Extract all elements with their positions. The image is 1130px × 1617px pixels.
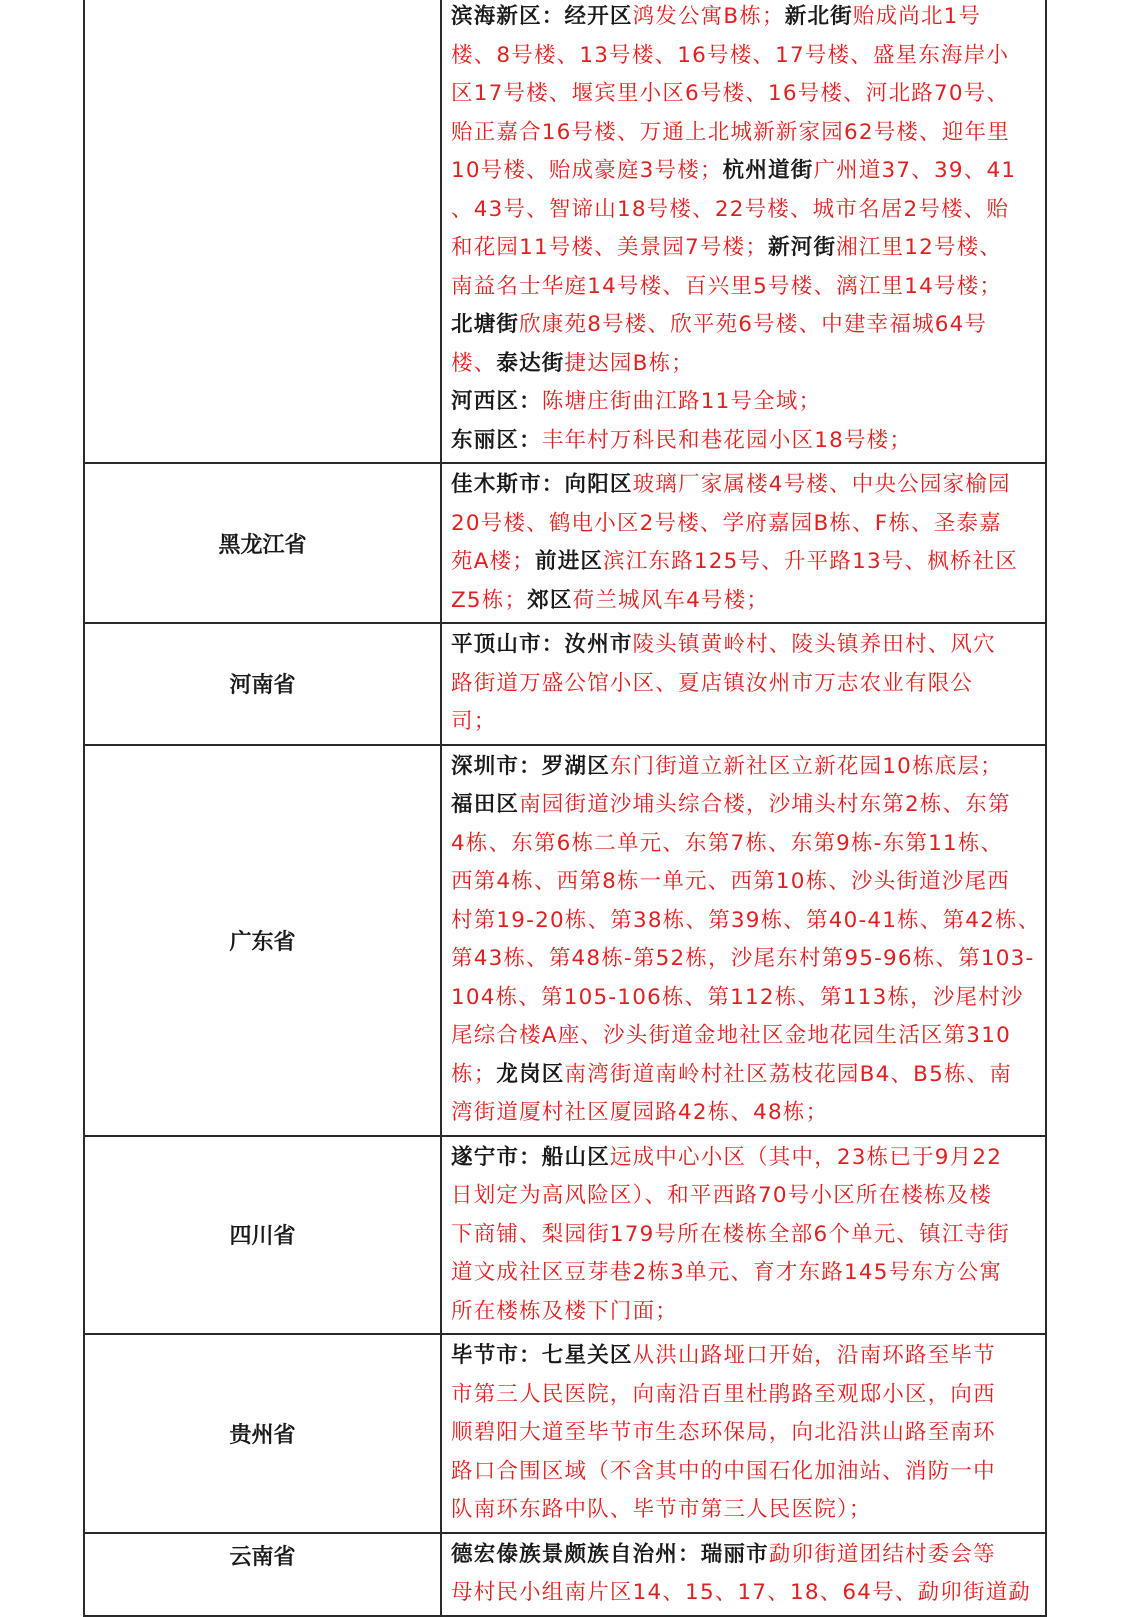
risk-area-text: 远成中心小区（其中，23栋已于9月22	[609, 1144, 1003, 1170]
district-label: 泰达街	[496, 350, 565, 376]
district-label: 遂宁市：船山区	[451, 1144, 610, 1170]
detail-line	[451, 1216, 1033, 1255]
table-row	[84, 1136, 1046, 1335]
detail-line	[451, 505, 1033, 544]
district-label: 深圳市：罗湖区	[451, 753, 610, 779]
detail-line	[451, 940, 1033, 979]
risk-area-text: 顺碧阳大道至毕节市生态环保局，向北沿洪山路至南环	[451, 1420, 996, 1445]
province-cell: 黑龙江省	[84, 463, 441, 623]
district-label: 杭州道街	[722, 158, 814, 183]
table-row	[84, 1334, 1046, 1533]
risk-area-text: 南园街道沙埔头综合楼，沙埔头村东第2栋、东第	[519, 792, 1011, 817]
risk-area-text: 路口合围区域（不含其中的中国石化加油站、消防一中	[451, 1458, 996, 1484]
risk-area-text: 贻成尚北1号	[852, 4, 982, 29]
detail-line	[451, 703, 1033, 742]
detail-line	[451, 75, 1033, 114]
table-row	[84, 0, 1046, 463]
risk-area-text: 从洪山路垭口开始，沿南环路至毕节	[632, 1343, 996, 1368]
risk-area-text: 20号楼、鹤电小区2号楼、学府嘉园B栋、F栋、圣泰嘉	[451, 510, 1002, 536]
risk-area-text: 楼、	[451, 350, 497, 376]
district-label: 福田区	[451, 792, 520, 817]
risk-area-text: 丰年村万科民和巷花园小区18号楼；	[541, 427, 913, 453]
risk-area-text: 西第4栋、西第8栋一单元、西第10栋、沙头街道沙尾西	[451, 869, 1010, 894]
detail-line	[451, 191, 1033, 230]
risk-area-text: 楼、8号楼、13号楼、16号楼、17号楼、盛星东海岸小	[451, 42, 1010, 68]
detail-line	[451, 114, 1033, 153]
detail-line	[451, 1017, 1033, 1056]
table-row	[84, 463, 1046, 623]
risk-area-text: 南湾街道南岭村社区荔枝花园B4、B5栋、南	[564, 1061, 1013, 1087]
risk-area-text: 路街道万盛公馆小区、夏店镇汝州市万志农业有限公	[451, 670, 974, 696]
detail-line	[451, 626, 1033, 665]
detail-line	[451, 268, 1033, 307]
detail-line	[451, 466, 1033, 505]
table-body	[84, 0, 1046, 1616]
detail-line	[451, 1139, 1033, 1178]
district-label: 平顶山市：汝州市	[451, 632, 633, 657]
risk-area-detail-cell	[441, 1136, 1046, 1335]
risk-area-detail-cell	[441, 1533, 1046, 1616]
detail-line	[451, 1453, 1033, 1492]
detail-line	[451, 383, 1033, 422]
table-row	[84, 745, 1046, 1136]
detail-line	[451, 665, 1033, 704]
risk-area-text: 和花园11号楼、美景园7号楼；	[451, 235, 769, 260]
risk-area-detail-cell	[441, 463, 1046, 623]
detail-line	[451, 979, 1033, 1018]
detail-line	[451, 1293, 1033, 1332]
detail-line	[451, 345, 1033, 384]
detail-line	[451, 422, 1033, 461]
detail-line	[451, 863, 1033, 902]
detail-line	[451, 1536, 1033, 1575]
risk-area-text: 4栋、东第6栋二单元、东第7栋、东第9栋-东第11栋、	[451, 830, 1004, 856]
district-label: 毕节市：七星关区	[451, 1343, 633, 1368]
risk-area-text: 勐卯街道团结村委会等	[768, 1541, 996, 1567]
risk-area-text: 尾综合楼A座、沙头街道金地社区金地花园生活区第310	[451, 1023, 1011, 1048]
risk-area-text: 、43号、智谛山18号楼、22号楼、城市名居2号楼、贻	[451, 196, 1010, 222]
risk-area-detail-cell	[441, 623, 1046, 745]
risk-area-text: 湘江里12号楼、	[836, 235, 1003, 260]
risk-area-text: Z5栋；	[451, 587, 528, 613]
risk-area-text: 母村民小组南片区14、15、17、18、64号、勐卯街道勐	[451, 1580, 1032, 1605]
risk-area-text: 广州道37、39、41	[813, 158, 1017, 183]
risk-area-text: 玻璃厂家属楼4号楼、中央公园家榆园	[632, 472, 1011, 497]
detail-line	[451, 1177, 1033, 1216]
province-cell	[84, 0, 441, 463]
table-row	[84, 623, 1046, 745]
province-cell: 广东省	[84, 745, 441, 1136]
risk-area-detail-cell	[441, 0, 1046, 463]
risk-area-text: 区17号楼、堰宾里小区6号楼、16号楼、河北路70号、	[451, 81, 1010, 106]
risk-area-text: 苑A楼；	[451, 549, 536, 574]
risk-area-text: 鸿发公寓B栋；	[632, 4, 785, 29]
detail-line	[451, 1056, 1033, 1095]
risk-area-text: 10号楼、贻成豪庭3号楼；	[451, 158, 723, 183]
risk-area-detail-cell	[441, 745, 1046, 1136]
risk-area-text: 市第三人民医院，向南沿百里杜鹃路至观邸小区，向西	[451, 1381, 996, 1407]
detail-line	[451, 902, 1041, 941]
district-label: 河西区：	[451, 389, 542, 414]
detail-line	[451, 825, 1033, 864]
detail-line	[451, 1337, 1033, 1376]
risk-area-text: 道文成社区豆芽巷2栋3单元、育才东路145号东方公寓	[451, 1260, 1003, 1285]
risk-area-text: 队南环东路中队、毕节市第三人民医院）；	[451, 1497, 872, 1522]
risk-area-text: 陵头镇黄岭村、陵头镇养田村、风穴	[632, 632, 996, 657]
detail-line	[451, 1094, 1033, 1133]
detail-line	[451, 786, 1033, 825]
district-label: 佳木斯市：向阳区	[451, 472, 633, 497]
risk-area-text: 第43栋、第48栋-第52栋，沙尾东村第95-96栋、第103-	[451, 946, 1035, 971]
detail-line	[451, 306, 1033, 345]
district-label: 郊区	[527, 587, 573, 613]
risk-area-text: 荷兰城风车4号楼；	[572, 587, 770, 613]
district-label: 德宏傣族景颇族自治州：瑞丽市	[451, 1541, 769, 1567]
risk-area-text: 村第19-20栋、第38栋、第39栋、第40-41栋、第42栋、	[451, 907, 1041, 933]
risk-area-text: 日划定为高风险区）、和平西路70号小区所在楼栋及楼	[451, 1183, 993, 1208]
risk-area-text: 所在楼栋及楼下门面；	[451, 1298, 679, 1324]
risk-area-table	[83, 0, 1047, 1617]
risk-area-text: 南益名士华庭14号楼、百兴里5号楼、漓江里14号楼；	[451, 273, 1003, 299]
province-cell: 河南省	[84, 623, 441, 745]
district-label: 龙岗区	[496, 1061, 565, 1087]
detail-line	[451, 1574, 1033, 1613]
risk-area-text: 司；	[451, 709, 497, 734]
detail-line	[451, 229, 1033, 268]
risk-area-text: 东门街道立新社区立新花园10栋底层；	[609, 753, 1003, 779]
detail-line	[451, 1254, 1033, 1293]
risk-area-text: 贻正嘉合16号楼、万通上北城新新家园62号楼、迎年里	[451, 119, 1010, 145]
detail-line	[451, 37, 1033, 76]
district-label: 新北街	[784, 4, 853, 29]
district-label: 滨海新区：经开区	[451, 4, 633, 29]
detail-line	[451, 748, 1033, 787]
table-row	[84, 1533, 1046, 1616]
province-cell: 贵州省	[84, 1334, 441, 1533]
risk-area-text: 栋；	[451, 1061, 497, 1087]
district-label: 北塘街	[451, 312, 520, 337]
province-cell: 云南省	[84, 1533, 441, 1616]
detail-line	[451, 152, 1033, 191]
risk-area-text: 湾街道厦村社区厦园路42栋、48栋；	[451, 1100, 829, 1125]
risk-area-detail-cell	[441, 1334, 1046, 1533]
detail-line	[451, 1376, 1033, 1415]
risk-area-text: 欣康苑8号楼、欣平苑6号楼、中建幸福城64号	[519, 312, 988, 337]
risk-area-text: 下商铺、梨园街179号所在楼栋全部6个单元、镇江寺街	[451, 1221, 1010, 1247]
detail-line	[451, 1491, 1033, 1530]
district-label: 新河街	[768, 235, 837, 260]
risk-area-text: 陈塘庄街曲江路11号全域；	[541, 389, 822, 414]
detail-line	[451, 582, 1033, 621]
detail-line	[451, 543, 1033, 582]
risk-area-text: 104栋、第105-106栋、第112栋、第113栋，沙尾村沙	[451, 984, 1024, 1010]
detail-line	[451, 1414, 1033, 1453]
risk-area-text: 捷达园B栋；	[564, 350, 694, 376]
risk-area-text: 滨江东路125号、升平路13号、枫桥社区	[603, 549, 1019, 574]
district-label: 前进区	[535, 549, 604, 574]
detail-line	[451, 0, 1033, 37]
province-cell: 四川省	[84, 1136, 441, 1335]
district-label: 东丽区：	[451, 427, 542, 453]
